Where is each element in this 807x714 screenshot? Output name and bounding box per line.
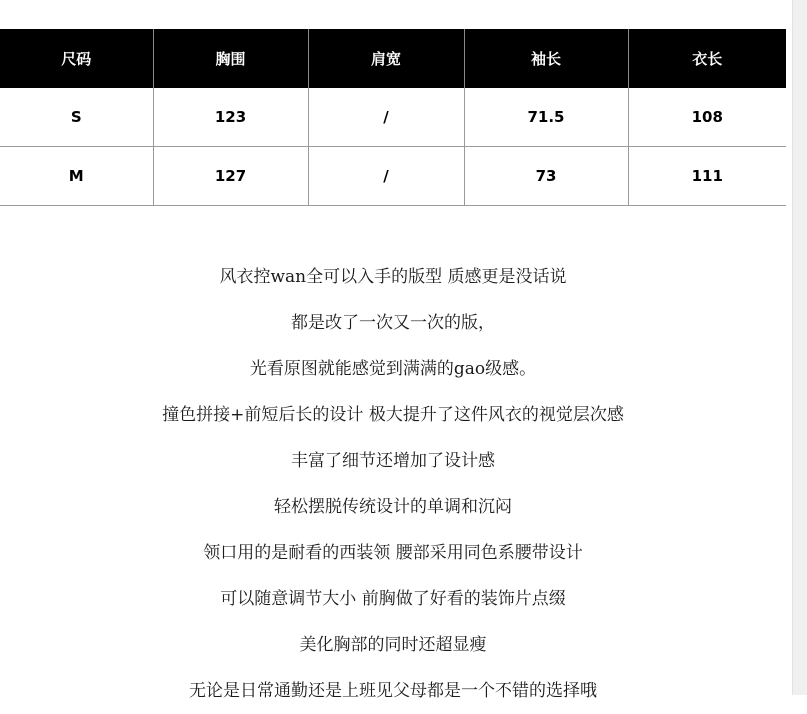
cell-shoulder: / <box>308 88 464 147</box>
description-line: 可以随意调节大小 前胸做了好看的装饰片点缀 <box>220 589 566 609</box>
header-size: 尺码 <box>0 29 153 88</box>
description-line: 风衣控wan全可以入手的版型 质感更是没话说 <box>219 267 567 287</box>
cell-sleeve: 73 <box>464 147 628 206</box>
cell-chest: 127 <box>153 147 308 206</box>
cell-length: 111 <box>628 147 786 206</box>
cell-length: 108 <box>628 88 786 147</box>
description-line: 美化胸部的同时还超显瘦 <box>299 635 487 655</box>
cell-size: S <box>0 88 153 147</box>
description-line: 撞色拼接+前短后长的设计 极大提升了这件风衣的视觉层次感 <box>162 405 624 425</box>
cell-sleeve: 71.5 <box>464 88 628 147</box>
header-chest: 胸围 <box>153 29 308 88</box>
cell-size: M <box>0 147 153 206</box>
page-scrollbar[interactable] <box>792 0 807 695</box>
header-shoulder: 肩宽 <box>308 29 464 88</box>
cell-shoulder: / <box>308 147 464 206</box>
cell-chest: 123 <box>153 88 308 147</box>
description-line: 都是改了一次又一次的版， <box>291 313 495 333</box>
header-sleeve: 袖长 <box>464 29 628 88</box>
description-line: 丰富了细节还增加了设计感 <box>291 451 495 471</box>
table-row <box>0 147 786 206</box>
table-header-row <box>0 29 786 88</box>
product-description <box>0 254 786 714</box>
header-length: 衣长 <box>628 29 786 88</box>
description-line: 轻松摆脱传统设计的单调和沉闷 <box>274 497 512 517</box>
description-line: 领口用的是耐看的西装领 腰部采用同色系腰带设计 <box>203 543 583 563</box>
description-line: 光看原图就能感觉到满满的gao级感。 <box>249 359 537 379</box>
description-line: 无论是日常通勤还是上班见父母都是一个不错的选择哦 <box>189 681 597 701</box>
table-row <box>0 88 786 147</box>
size-chart-table <box>0 29 786 206</box>
